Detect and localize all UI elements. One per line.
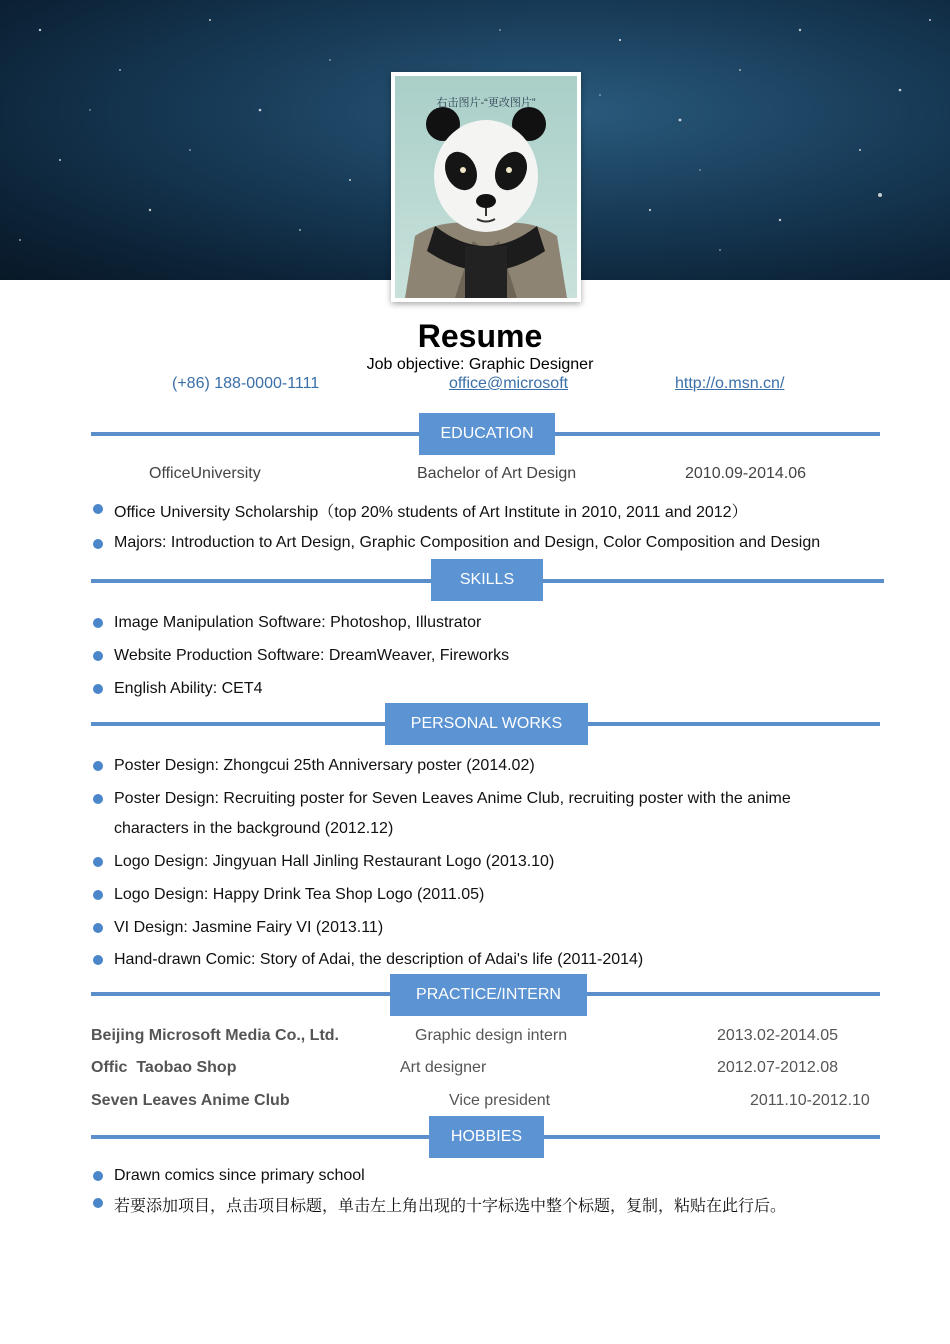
practice-company: Offic Taobao Shop xyxy=(91,1059,237,1076)
bullet-icon xyxy=(93,923,103,933)
skills-item: English Ability: CET4 xyxy=(114,680,263,697)
practice-company: Beijing Microsoft Media Co., Ltd. xyxy=(91,1027,339,1044)
bullet-icon xyxy=(93,1198,103,1208)
skills-item: Website Production Software: DreamWeaver, Fireworks xyxy=(114,647,510,664)
education-period: 2010.09-2014.06 xyxy=(685,465,806,482)
profile-photo[interactable] xyxy=(395,76,577,298)
skills-item: Image Manipulation Software: Photoshop, Illustrator xyxy=(114,614,482,631)
bullet-icon xyxy=(93,890,103,900)
works-item-continued: characters in the background (2012.12) xyxy=(114,820,394,837)
education-item: Majors: Introduction to Art Design, Graphic Composition and Design, Color Composition and Design xyxy=(114,534,821,551)
bullet-icon xyxy=(93,761,103,771)
works-heading: PERSONAL WORKS xyxy=(385,703,588,745)
works-item: Hand-drawn Comic: Story of Adai, the description of Adai's life (2011-2014) xyxy=(114,951,644,968)
bullet-icon xyxy=(93,794,103,804)
works-item: Logo Design: Jingyuan Hall Jinling Restaurant Logo (2013.10) xyxy=(114,853,555,870)
bullet-icon xyxy=(93,539,103,549)
phone-number: (+86) 188-0000-1111 xyxy=(172,375,320,392)
practice-role: Graphic design intern xyxy=(415,1027,568,1044)
practice-period: 2012.07-2012.08 xyxy=(717,1059,838,1076)
bullet-icon xyxy=(93,651,103,661)
education-degree: Bachelor of Art Design xyxy=(417,465,577,482)
practice-heading: PRACTICE/INTERN xyxy=(390,974,587,1016)
website-link[interactable]: http://o.msn.cn/ xyxy=(675,375,785,392)
education-heading: EDUCATION xyxy=(419,413,555,455)
photo-caption: 右击图片-“更改图片” xyxy=(436,97,536,109)
profile-photo-frame[interactable] xyxy=(391,72,581,302)
bullet-icon xyxy=(93,955,103,965)
hobbies-item: Drawn comics since primary school xyxy=(114,1167,365,1184)
job-objective: Job objective: Graphic Designer xyxy=(366,356,594,373)
bullet-icon xyxy=(93,504,103,514)
practice-period: 2013.02-2014.05 xyxy=(717,1027,838,1044)
hobbies-item: 若要添加项目，点击项目标题，单击左上角出现的十字标选中整个标题，复制，粘贴在此行后。 xyxy=(114,1196,787,1215)
education-item: Office University Scholarship（top 20% students of Art Institute in 2010, 2011 and 2012） xyxy=(114,504,748,521)
works-item: Poster Design: Zhongcui 25th Anniversary poster (2014.02) xyxy=(114,757,535,774)
practice-role: Art designer xyxy=(400,1059,487,1076)
practice-company: Seven Leaves Anime Club xyxy=(91,1092,290,1109)
email-link[interactable]: office@microsoft xyxy=(449,375,569,392)
works-item: Logo Design: Happy Drink Tea Shop Logo (2011.05) xyxy=(114,886,485,903)
works-item: VI Design: Jasmine Fairy VI (2013.11) xyxy=(114,919,384,936)
hobbies-heading: HOBBIES xyxy=(429,1116,544,1158)
education-school: OfficeUniversity xyxy=(149,465,261,482)
page-title: Resume xyxy=(417,318,543,354)
skills-heading: SKILLS xyxy=(431,559,543,601)
practice-role: Vice president xyxy=(449,1092,551,1109)
works-item: Poster Design: Recruiting poster for Seven Leaves Anime Club, recruiting poster with the anime xyxy=(114,790,791,807)
bullet-icon xyxy=(93,684,103,694)
practice-period: 2011.10-2012.10 xyxy=(750,1092,870,1109)
bullet-icon xyxy=(93,857,103,867)
bullet-icon xyxy=(93,1171,103,1181)
bullet-icon xyxy=(93,618,103,628)
